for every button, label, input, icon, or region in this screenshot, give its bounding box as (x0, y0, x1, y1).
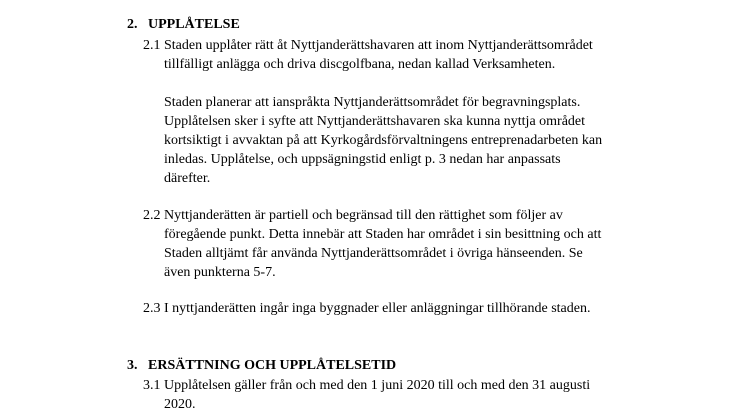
clause-3-1-text: Upplåtelsen gäller från och med den 1 juni 2020 till och med den 31 augusti (164, 378, 591, 393)
clause-2-3-line-1 (143, 300, 590, 317)
clause-3-1-line-2: 2020. (164, 397, 196, 412)
section-3-heading (127, 357, 396, 374)
section-3-title: ERSÄTTNING OCH UPPLÅTELSETID (148, 358, 397, 373)
clause-2-1-para2-line-5: därefter. (164, 171, 211, 186)
clause-3-1-number: 3.1 (143, 378, 161, 393)
clause-2-2-line-2: föregående punkt. Detta innebär att Staden har området i sin besittning och att (164, 227, 602, 242)
section-3-number: 3. (127, 358, 138, 373)
clause-2-2-number: 2.2 (143, 208, 161, 223)
clause-2-2-line-1 (143, 207, 563, 224)
clause-2-3-number: 2.3 (143, 301, 161, 316)
clause-2-1-line-1 (143, 37, 593, 54)
clause-2-1-line-2: tillfälligt anlägga och driva discgolfbana, nedan kallad Verksamheten. (164, 57, 556, 72)
clause-2-2-line-4: även punkterna 5-7. (164, 265, 276, 280)
clause-2-1-para2-line-4: inledas. Upplåtelse, och uppsägningstid enligt p. 3 nedan har anpassats (164, 152, 561, 167)
clause-2-1-para2-line-1: Staden planerar att ianspråkta Nyttjanderättsområdet för begravningsplats. (164, 95, 581, 110)
clause-2-3-text: I nyttjanderätten ingår inga byggnader eller anläggningar tillhörande staden. (164, 301, 591, 316)
clause-2-2-text: Nyttjanderätten är partiell och begränsad till den rättighet som följer av (164, 208, 563, 223)
clause-2-1-number: 2.1 (143, 38, 161, 53)
section-2-heading (127, 16, 240, 33)
clause-2-1-text: Staden upplåter rätt åt Nyttjanderättshavaren att inom Nyttjanderättsområdet (164, 38, 593, 53)
section-2-title: UPPLÅTELSE (148, 17, 240, 32)
clause-3-1-line-1 (143, 377, 590, 394)
section-2-number: 2. (127, 17, 138, 32)
clause-2-1-para2-line-3: kortsiktigt i avvaktan på att Kyrkogårdsförvaltningens entreprenadarbeten kan (164, 133, 603, 148)
clause-2-2-line-3: Staden alltjämt får använda Nyttjanderättsområdet i övriga hänseenden. Se (164, 246, 583, 261)
clause-2-1-para2-line-2: Upplåtelsen sker i syfte att Nyttjanderättshavaren ska kunna nyttja området (164, 114, 586, 129)
